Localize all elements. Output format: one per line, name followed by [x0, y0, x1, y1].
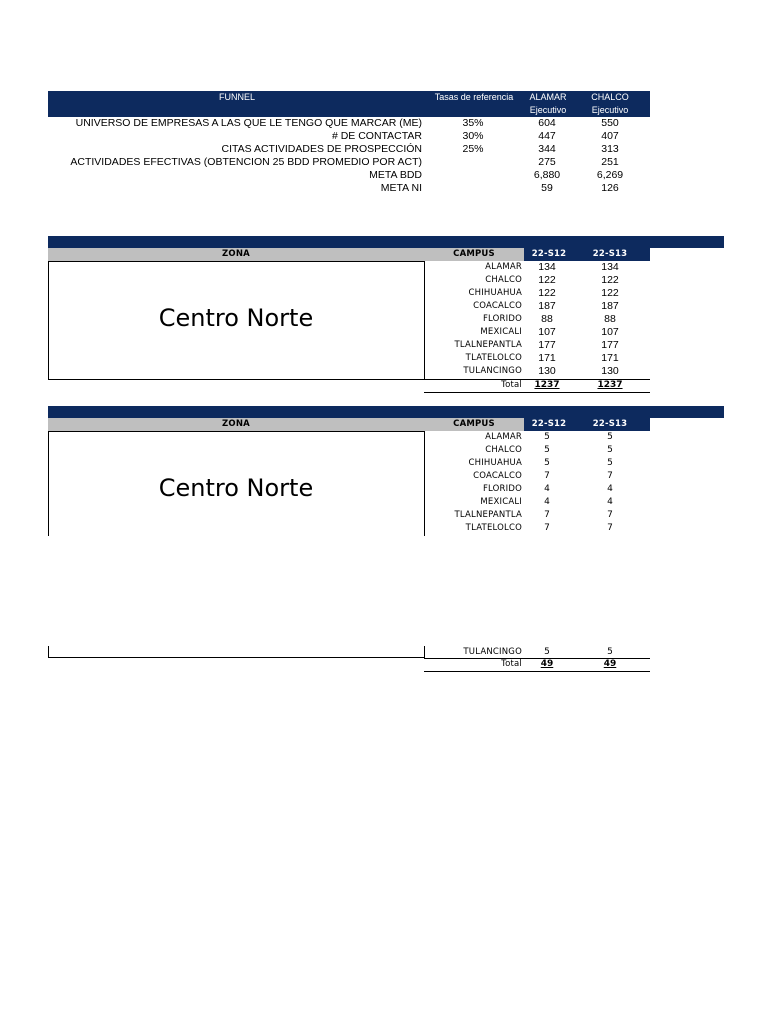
- table1-zone-name: Centro Norte: [158, 304, 314, 332]
- table1-total-label: Total: [501, 380, 522, 390]
- table2-value-s13: 5: [607, 432, 613, 442]
- table1-campus-name: TLALNEPANTLA: [454, 340, 522, 350]
- table1-value-s13: 177: [601, 339, 619, 351]
- funnel-row-alamar: 59: [541, 182, 553, 194]
- table1-zona-label: ZONA: [222, 249, 250, 259]
- funnel-row-chalco: 126: [601, 182, 619, 194]
- funnel-row-label: UNIVERSO DE EMPRESAS A LAS QUE LE TENGO QUE MARCAR (ME): [75, 117, 422, 129]
- table2-campus-name: TLALNEPANTLA: [454, 510, 522, 520]
- funnel-rates-header: Tasas de referencia: [434, 92, 514, 102]
- table2-value-s13: 7: [607, 510, 613, 520]
- table2-campus-name: FLORIDO: [482, 484, 522, 494]
- funnel-row-chalco: 407: [601, 130, 619, 142]
- table2-campus-name: MEXICALI: [480, 497, 522, 507]
- table2-col-s13: 22-S13: [592, 419, 628, 429]
- table2-value-s13: 7: [607, 471, 613, 481]
- table2-value-s12: 7: [544, 510, 550, 520]
- table1-value-s12: 177: [538, 339, 556, 351]
- table1-campus-name: TULANCINGO: [463, 366, 522, 376]
- table2-value-s12: 5: [544, 432, 550, 442]
- table1-value-s12: 122: [538, 287, 556, 299]
- table2-value-s13: 4: [607, 497, 613, 507]
- funnel-row-rate: 25%: [462, 143, 484, 155]
- table2-bottom-line: [424, 671, 650, 672]
- funnel-row-chalco: 251: [601, 156, 619, 168]
- table1-campus-name: MEXICALI: [480, 327, 522, 337]
- table1-value-s13: 134: [601, 261, 619, 273]
- table2-value-s12: 4: [544, 497, 550, 507]
- table2-campus-name: ALAMAR: [485, 432, 522, 442]
- table1-value-s13: 130: [601, 365, 619, 377]
- table2-value-s13: 5: [607, 458, 613, 468]
- table1-col-s13: 22-S13: [592, 249, 628, 259]
- table2-campus-name: CHIHUAHUA: [468, 458, 522, 468]
- funnel-title: FUNNEL: [218, 92, 255, 102]
- table2-col-s12: 22-S12: [531, 419, 567, 429]
- funnel-row-label: ACTIVIDADES EFECTIVAS (OBTENCION 25 BDD PROMEDIO POR ACT): [70, 156, 422, 168]
- table1-value-s12: 88: [541, 313, 553, 325]
- funnel-row-alamar: 275: [538, 156, 556, 168]
- table1-value-s13: 122: [601, 274, 619, 286]
- table2-value-s12: 7: [544, 471, 550, 481]
- table2-total-s12: 49: [540, 659, 554, 669]
- table1-bottom-line: [424, 392, 650, 393]
- funnel-alamar-header: ALAMAR: [529, 92, 567, 102]
- table2-tail-s12: 5: [544, 647, 550, 657]
- table1-campus-name: COACALCO: [473, 301, 522, 311]
- funnel-row-rate: 30%: [462, 130, 484, 142]
- funnel-chalco-subheader: Ejecutivo: [591, 105, 629, 115]
- table2-zone-name: Centro Norte: [158, 474, 314, 502]
- table1-value-s13: 122: [601, 287, 619, 299]
- table1-value-s12: 187: [538, 300, 556, 312]
- funnel-row-alamar: 447: [538, 130, 556, 142]
- table2-value-s13: 7: [607, 523, 613, 533]
- table1-campus-name: ALAMAR: [485, 262, 522, 272]
- table2-tail-s13: 5: [607, 647, 613, 657]
- funnel-row-chalco: 313: [601, 143, 619, 155]
- table2-value-s13: 4: [607, 484, 613, 494]
- table1-campus-name: CHALCO: [485, 275, 522, 285]
- funnel-chalco-header: CHALCO: [591, 92, 629, 102]
- table2-value-s12: 7: [544, 523, 550, 533]
- table1-campus-name: TLATELOLCO: [465, 353, 522, 363]
- funnel-row-rate: 35%: [462, 117, 484, 129]
- funnel-row-label: META BDD: [369, 169, 422, 181]
- table2-campus-name: TLATELOLCO: [465, 523, 522, 533]
- table2-total-label: Total: [501, 659, 522, 669]
- table1-campus-name: FLORIDO: [482, 314, 522, 324]
- table2-value-s12: 4: [544, 484, 550, 494]
- table1-top-bar: [48, 236, 724, 248]
- table2-value-s12: 5: [544, 458, 550, 468]
- table1-col-s12: 22-S12: [531, 249, 567, 259]
- funnel-row-alamar: 604: [538, 117, 556, 129]
- table1-value-s12: 107: [538, 326, 556, 338]
- table1-value-s12: 134: [538, 261, 556, 273]
- funnel-alamar-subheader: Ejecutivo: [529, 105, 567, 115]
- funnel-row-chalco: 6,269: [596, 169, 624, 181]
- funnel-row-label: CITAS ACTIVIDADES DE PROSPECCIÓN: [221, 143, 422, 155]
- table1-value-s13: 88: [604, 313, 616, 325]
- table1-total-s13: 1237: [597, 380, 623, 390]
- table2-total-s13: 49: [603, 659, 617, 669]
- table1-value-s13: 171: [601, 352, 619, 364]
- table1-value-s12: 130: [538, 365, 556, 377]
- funnel-row-label: # DE CONTACTAR: [331, 130, 422, 142]
- table2-campus-name: COACALCO: [473, 471, 522, 481]
- table2-top-bar: [48, 406, 724, 418]
- table1-total-s12: 1237: [534, 380, 560, 390]
- table2-zone-box-bottom: [48, 646, 425, 658]
- table2-value-s12: 5: [544, 445, 550, 455]
- table1-campus-label: CAMPUS: [453, 249, 495, 259]
- funnel-row-label: META NI: [380, 182, 422, 194]
- funnel-row-alamar: 6,880: [533, 169, 561, 181]
- table2-tail-campus: TULANCINGO: [463, 647, 522, 657]
- table2-campus-name: CHALCO: [485, 445, 522, 455]
- funnel-row-chalco: 550: [601, 117, 619, 129]
- table2-zona-label: ZONA: [222, 419, 250, 429]
- table1-value-s13: 187: [601, 300, 619, 312]
- table1-value-s13: 107: [601, 326, 619, 338]
- table1-value-s12: 171: [538, 352, 556, 364]
- table1-campus-name: CHIHUAHUA: [468, 288, 522, 298]
- table2-campus-label: CAMPUS: [453, 419, 495, 429]
- funnel-row-alamar: 344: [538, 143, 556, 155]
- table2-value-s13: 5: [607, 445, 613, 455]
- table1-value-s12: 122: [538, 274, 556, 286]
